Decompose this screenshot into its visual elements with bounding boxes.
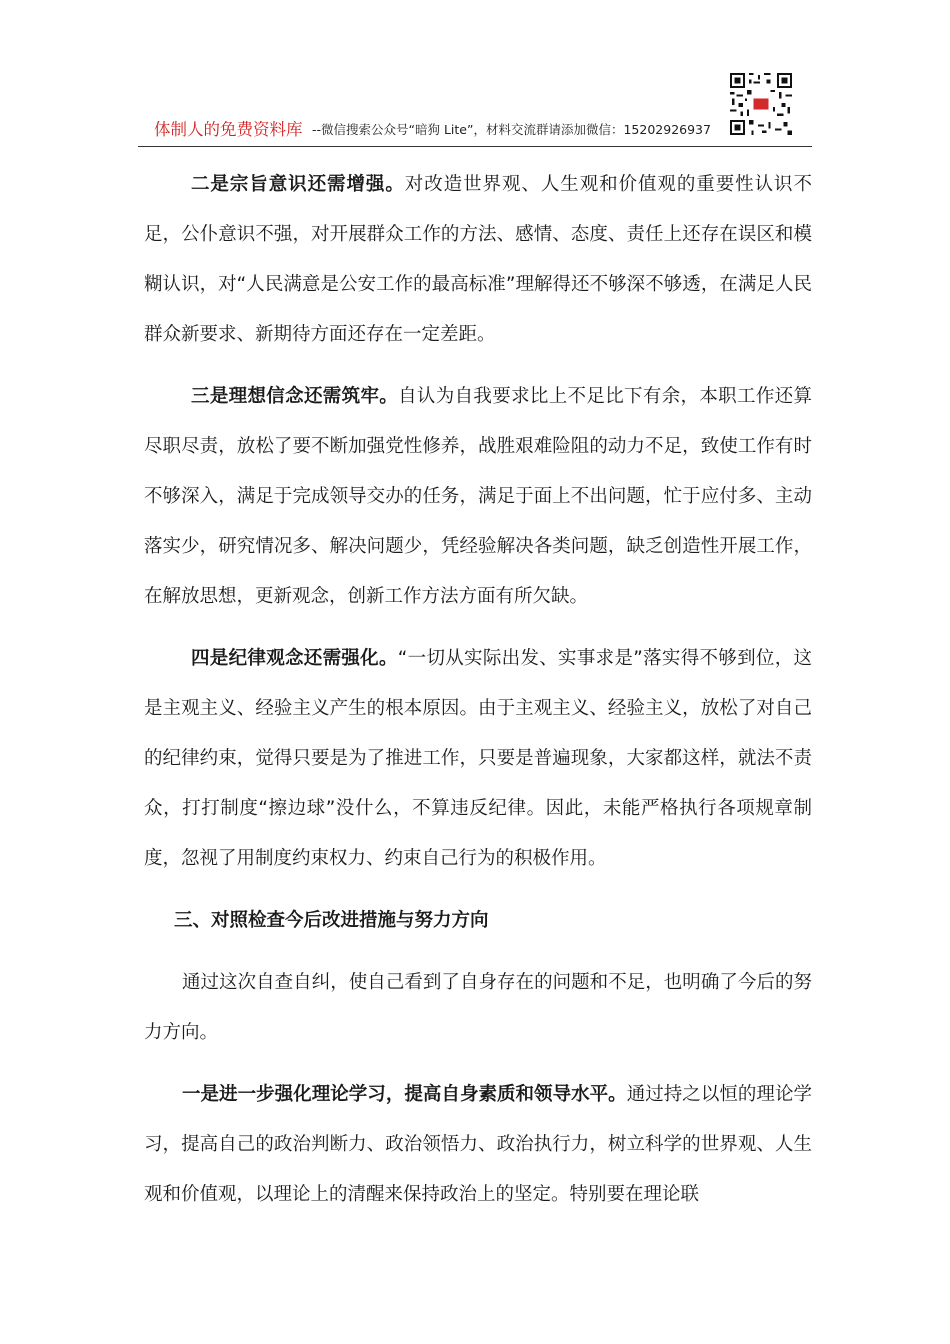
paragraph-text: 自认为自我要求比上不足比下有余，本职工作还算尽职尽责，放松了要不断加强党性修养，战胜艰难险阻的动力不足，致使工作有时不够深入，满足于完成领导交办的任务，满足于面上不出问题，忙于应付多、主动落实少，研究情况多、解决问题少，凭经验解决各类问题，缺乏创造性开展工作，在解放思想，更新观念，创新工作方法方面有所欠缺。 [144,386,812,607]
paragraph-lead: 二是宗旨意识还需增强。 [191,174,405,195]
header-tagline: --微信搜索公众号“暗狗 Lite”，材料交流群请添加微信：15202926937 [312,122,711,137]
paragraph-measure-1 [144,1070,812,1220]
paragraph-text: 通过持之以恒的理论学习，提高自己的政治判断力、政治领悟力、政治执行力，树立科学的世界观、人生观和价值观，以理论上的清醒来保持政治上的坚定。特别要在理论联 [144,1084,812,1205]
paragraph-lead: 一是进一步强化理论学习，提高自身素质和领导水平。 [182,1084,627,1105]
paragraph-lead: 三是理想信念还需筑牢。 [191,386,399,407]
brand-title: 体制人的免费资料库 [154,120,303,139]
paragraph-service-awareness [144,160,812,360]
paragraph-intro: 通过这次自查自纠，使自己看到了自身存在的问题和不足，也明确了今后的努力方向。 [144,972,812,1043]
paragraph-discipline [144,634,812,884]
paragraph-lead: 四是纪律观念还需强化。 [191,648,398,669]
paragraph-text: 对改造世界观、人生观和价值观的重要性认识不足，公仆意识不强，对开展群众工作的方法、感情、态度、责任上还存在误区和模糊认识，对“人民满意是公安工作的最高标准”理解得还不够深不够透，在满足人民群众新要求、新期待方面还存在一定差距。 [144,174,812,345]
paragraph-ideals-beliefs [144,372,812,622]
page-header [138,68,812,147]
document-body [144,160,812,1232]
section-heading: 三、对照检查今后改进措施与努力方向 [174,910,489,931]
paragraph-text: “一切从实际出发、实事求是”落实得不够到位，这是主观主义、经验主义产生的根本原因。由于主观主义、经验主义，放松了对自己的纪律约束，觉得只要是为了推进工作，只要是普遍现象，大家都这样，就法不责众，打打制度“擦边球”没什么，不算违反纪律。因此，未能严格执行各项规章制度，忽视了用制度约束权力、约束自己行为的积极作用。 [144,648,812,869]
qr-code-icon [730,73,792,135]
